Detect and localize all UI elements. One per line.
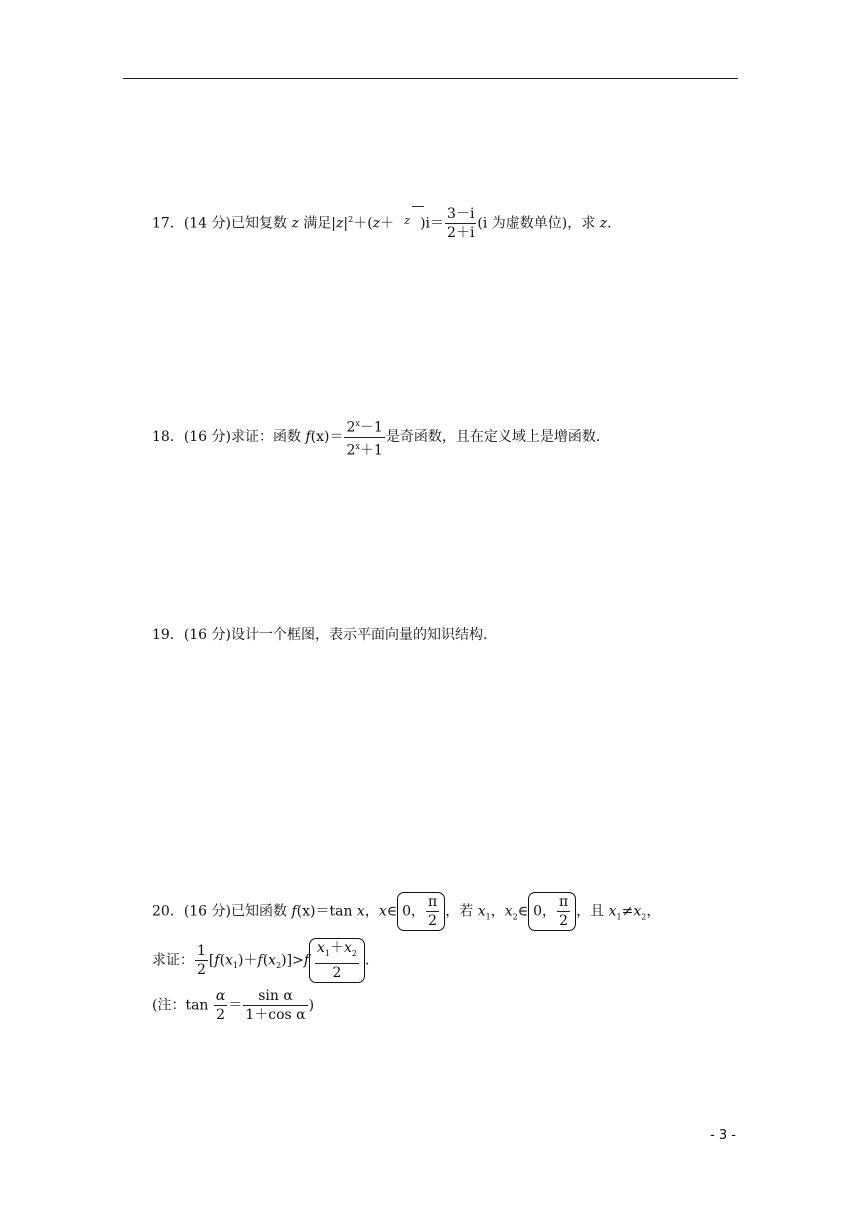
question-17 (152, 205, 612, 242)
q17-text: )i＝ (420, 215, 445, 232)
q20-prefix: 20．(16 分)已知函数 (152, 903, 292, 920)
q20-comma: ， (364, 903, 379, 920)
q17-var-z: z (291, 215, 299, 232)
q20-period: . (365, 952, 370, 969)
q20-bracket: [ (208, 952, 215, 969)
q17-conjugate-z (394, 214, 420, 235)
question-20-note (152, 987, 314, 1024)
q20-pi: π (428, 894, 438, 910)
q20-sub-1: 1 (485, 912, 491, 922)
q20-pi: π (558, 894, 569, 910)
q20-sub-2: 2 (276, 961, 282, 971)
q20-pi-half (426, 893, 439, 930)
q20-sub-2: 2 (641, 912, 647, 922)
q17-var-z: z (372, 215, 381, 232)
q20-prove: 求证： (152, 952, 194, 969)
q17-prefix: 17．(14 分)已知复数 (152, 215, 292, 232)
q17-fraction (445, 205, 476, 242)
q18-num-rest: －1 (359, 419, 383, 436)
q18-fraction (344, 415, 384, 459)
q20-average-den: 2 (332, 964, 342, 981)
q20-equals: ＝ (228, 997, 243, 1014)
q18-arg: (x) (310, 429, 330, 446)
q20-equals-tan: ＝tan (315, 903, 357, 920)
q20-plus: ＋ (330, 940, 345, 956)
q17-exponent: 2 (348, 214, 354, 224)
q20-paren: ( (262, 952, 269, 969)
q20-var-x: x (608, 903, 617, 920)
q20-sub-2: 2 (512, 912, 518, 922)
q20-comma: ， (646, 903, 661, 920)
q19-text: 19．(16 分)设计一个框图，表示平面向量的知识结构. (152, 627, 488, 643)
q18-equals: ＝ (329, 429, 344, 446)
q20-average-paren (309, 938, 365, 983)
q20-half (195, 942, 208, 979)
q20-var-x: x (344, 940, 352, 956)
q20-element-of: ∈ (517, 903, 529, 920)
question-18 (152, 415, 600, 459)
q17-denominator: 2＋i (447, 225, 475, 241)
q20-comma: ， (490, 903, 505, 920)
q20-var-x: x (268, 952, 277, 969)
q17-text: | (343, 215, 349, 232)
q20-var-x: x (477, 903, 486, 920)
q20-alpha: α (215, 988, 226, 1004)
q20-var-x: x (356, 903, 365, 920)
q18-prefix: 18．(16 分)求证：函数 (152, 429, 306, 446)
q20-half-num: 1 (197, 942, 206, 959)
question-20-line-1 (152, 892, 660, 931)
q18-suffix: 是奇函数，且在定义域上是增函数. (385, 429, 601, 446)
q20-interval-left: 0， (533, 903, 556, 920)
q20-element-of: ∈ (386, 903, 398, 920)
q20-close-paren: ) (308, 997, 315, 1014)
page-number: - 3 - (710, 1128, 736, 1143)
q20-sin-alpha: sin α (243, 987, 307, 1006)
q20-pi-half (557, 893, 570, 930)
q20-var-x: x (378, 903, 387, 920)
q20-func-f: f (291, 903, 297, 920)
q17-suffix: (i 为虚数单位)，求 (477, 215, 600, 232)
q20-if: ，若 (445, 903, 478, 920)
q20-identity (243, 987, 307, 1024)
q20-half-den: 2 (197, 961, 206, 978)
q20-average (315, 939, 359, 982)
question-20-line-2 (152, 938, 369, 983)
q20-var-x: x (317, 940, 325, 956)
q20-var-x: x (504, 903, 513, 920)
q20-var-x: x (633, 903, 642, 920)
q20-func-f: f (303, 952, 310, 969)
q20-interval-2 (528, 892, 576, 931)
q20-alpha-half (214, 987, 227, 1024)
q20-two: 2 (428, 913, 438, 929)
q17-conjugate-z-letter: z (404, 213, 410, 227)
q17-text: 满足| (298, 215, 337, 232)
q18-den-base: 2 (346, 442, 356, 459)
q20-close-plus: )＋ (238, 952, 258, 969)
q17-text: ＋( (353, 215, 373, 232)
q20-sub-1: 1 (232, 961, 239, 971)
q18-num-base: 2 (346, 419, 356, 436)
q20-func-f: f (214, 952, 220, 969)
q17-var-z: z (336, 215, 344, 232)
q17-var-z: z (599, 215, 608, 232)
q20-not-equal: ≠ (621, 903, 634, 920)
q20-two: 2 (559, 913, 569, 929)
question-19 (152, 625, 487, 645)
q18-num-exp: x (355, 419, 360, 428)
q20-sub-1: 1 (324, 948, 331, 958)
q18-den-exp: x (355, 441, 360, 451)
q18-func-f: f (305, 429, 311, 446)
q17-period: . (607, 215, 612, 232)
q20-two: 2 (216, 1007, 226, 1023)
q17-plus: ＋ (380, 215, 395, 232)
header-rule (123, 78, 738, 79)
q18-denominator (344, 438, 384, 460)
q18-numerator (344, 415, 384, 438)
q20-one-plus-cos-alpha: 1＋cos α (245, 1007, 306, 1023)
q20-and: ，且 (576, 903, 609, 920)
q17-numerator: 3－i (447, 206, 475, 222)
q20-interval-1 (397, 892, 445, 931)
q20-note-prefix: (注：tan (152, 997, 213, 1014)
q20-sub-2: 2 (351, 948, 358, 958)
q20-average-num (315, 939, 359, 964)
q20-sub-1: 1 (616, 912, 622, 922)
q20-close-gt: )]> (281, 952, 304, 969)
q17-conjugate-bar (412, 206, 424, 207)
q18-den-rest: ＋1 (359, 442, 383, 459)
q20-interval-left: 0， (402, 903, 426, 920)
q20-var-x: x (225, 952, 233, 969)
q20-func-f: f (257, 952, 263, 969)
q20-paren: ( (219, 952, 226, 969)
q20-arg: (x) (296, 903, 316, 920)
